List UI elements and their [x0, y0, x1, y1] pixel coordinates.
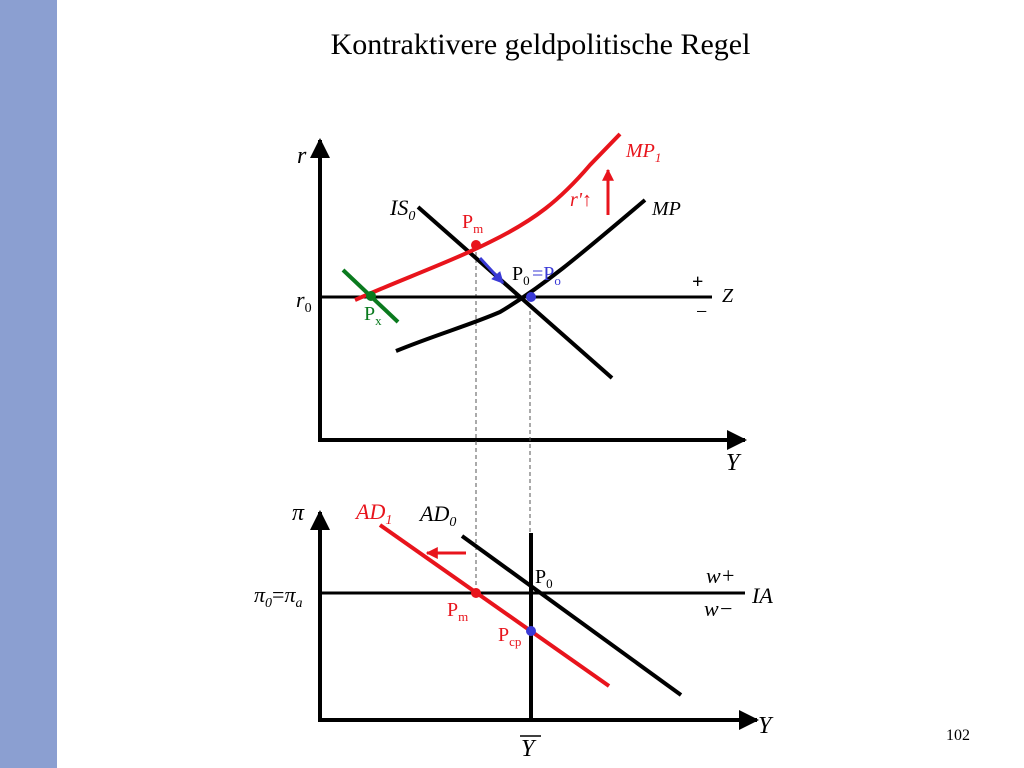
bottom-x-axis-label: Y [758, 713, 772, 739]
point-pcp [526, 626, 536, 636]
px-label: $P_x$ [364, 303, 382, 328]
po-top-label: $=P_o$ [532, 263, 561, 288]
p0-top-label: $P_0$ [512, 263, 530, 288]
plus-label: + [692, 271, 704, 293]
point-p0-top [526, 292, 536, 302]
ad0-curve [462, 536, 681, 695]
wminus-label: w− [704, 596, 734, 621]
pm-top-label: $P_m$ [462, 211, 484, 236]
top-y-axis-label: r [297, 143, 307, 169]
is-curve [418, 207, 612, 378]
rate-shift-label: r'↑ [570, 189, 593, 211]
ad1-label: $AD_1$ [356, 499, 393, 528]
pcp-label: $P_{cp}$ [498, 624, 522, 649]
minus-label: − [696, 301, 708, 323]
ia-label: IA [752, 583, 773, 608]
ad0-label: $AD_0$ [420, 501, 457, 530]
ybar-label: Y [521, 736, 535, 762]
mp-label: MP [652, 198, 681, 220]
point-px [366, 291, 376, 301]
point-pm-bottom [471, 588, 481, 598]
ad1-curve [380, 525, 609, 686]
bottom-y-axis-label: π [292, 500, 305, 526]
page-number: 102 [946, 727, 970, 744]
point-pm-top [471, 240, 481, 250]
top-x-axis-label: Y [726, 450, 740, 476]
pm-bottom-label: $P_m$ [447, 599, 469, 624]
slide-title: Kontraktivere geldpolitische Regel [330, 28, 751, 61]
wplus-label: w+ [706, 563, 736, 588]
mp1-label: $MP_1$ [626, 140, 662, 165]
z-label: Z [722, 285, 734, 307]
pi-equality-label: $\pi_0=\pi_a$ [254, 582, 303, 611]
is-label: $IS_0$ [390, 195, 416, 224]
r0-label: $r_0$ [296, 287, 312, 316]
pm-to-p0-arrow [480, 258, 503, 283]
p0-bottom-label: $P_0$ [535, 566, 553, 591]
